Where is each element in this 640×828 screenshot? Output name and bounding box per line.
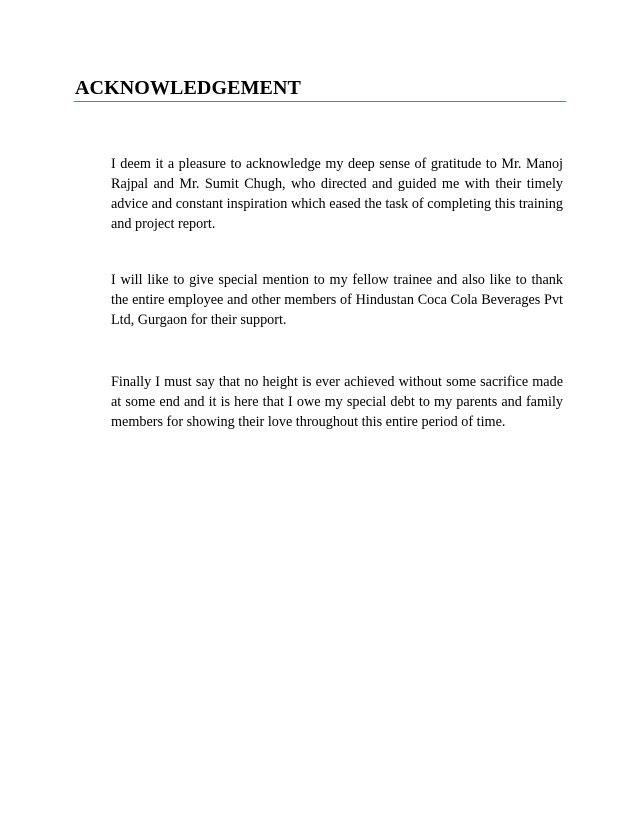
paragraph-family: Finally I must say that no height is ever achieved without some sacrifice made at some end and it is here that I owe my special debt to my parents and family members for showing their love throughout this entire period of time. xyxy=(111,374,563,430)
paragraph-special-mention: I will like to give special mention to my fellow trainee and also like to thank the entire employee and other members of Hindustan Coca Cola Beverages Pvt Ltd, Gurgaon for their support. xyxy=(111,272,563,328)
title-underline xyxy=(74,101,566,102)
paragraph-gratitude: I deem it a pleasure to acknowledge my deep sense of gratitude to Mr. Manoj Rajpal and Mr. Sumit Chugh, who directed and guided me with their timely advice and constant inspiration which eased the task of completing this training and project report. xyxy=(111,156,563,232)
page-title: ACKNOWLEDGEMENT xyxy=(75,77,301,99)
